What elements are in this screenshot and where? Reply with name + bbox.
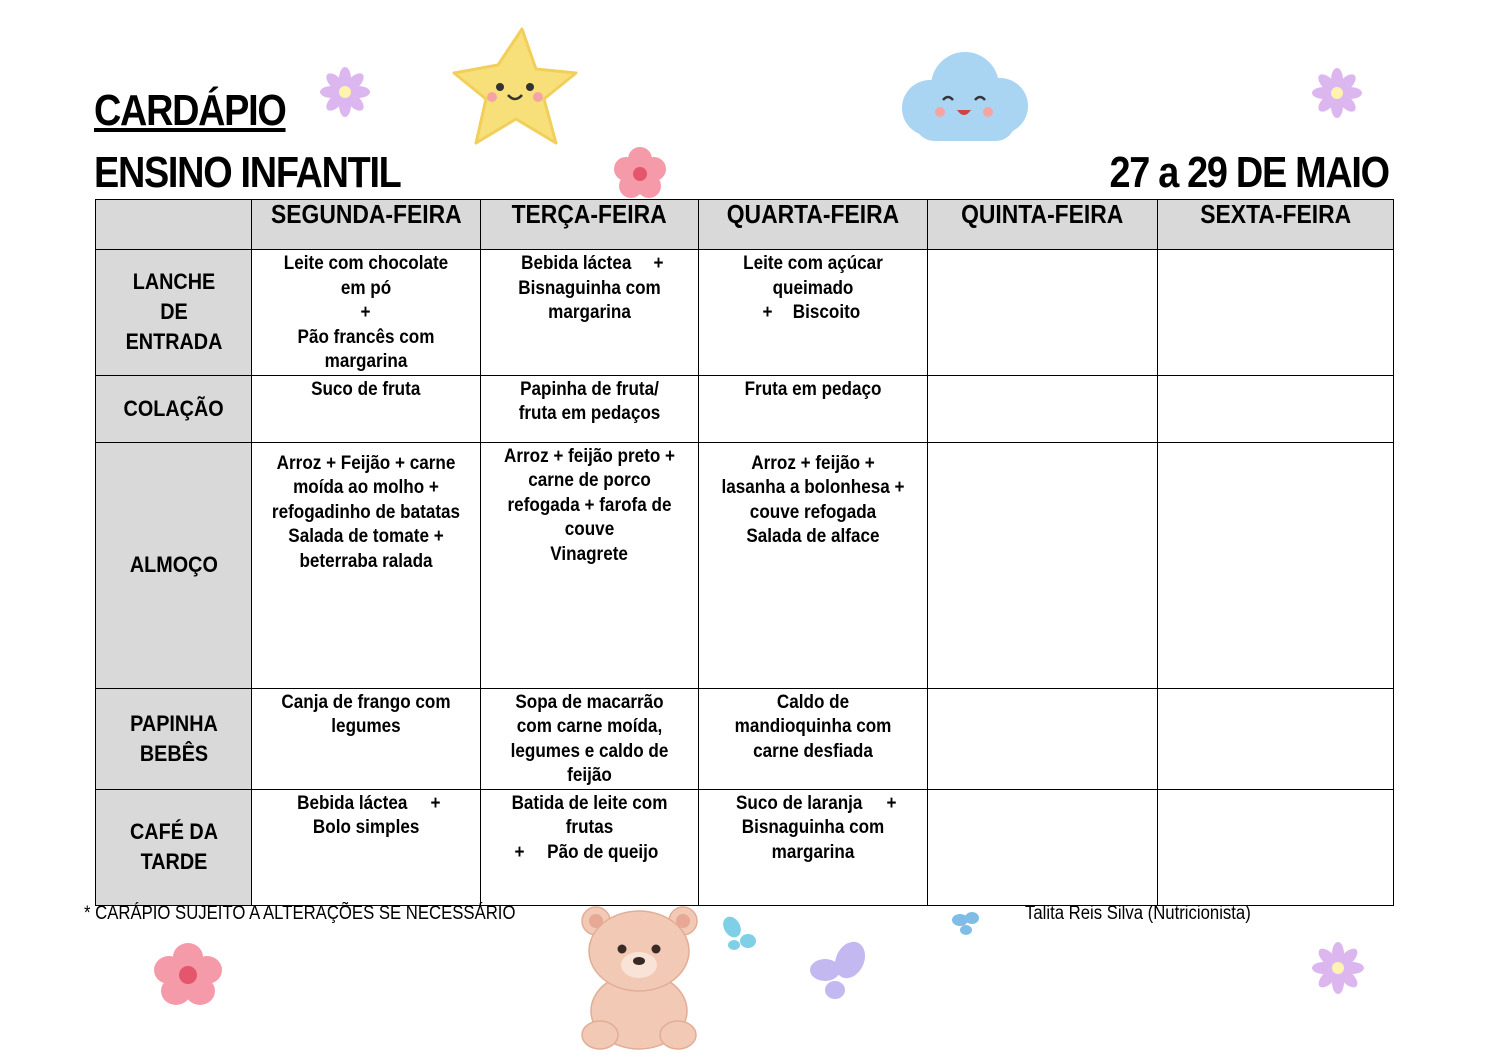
meal-name: LANCHE DE ENTRADA (125, 269, 222, 355)
day-header: QUARTA-FEIRA (699, 200, 928, 250)
menu-item-text: + (514, 841, 525, 863)
cloud-icon (895, 48, 1035, 153)
menu-cell (252, 688, 481, 789)
menu-item-text: Batida de leite com frutas (511, 792, 673, 838)
meal-label (96, 688, 252, 789)
menu-item-text: Suco de laranja (736, 792, 863, 814)
menu-cell (928, 250, 1158, 376)
menu-cell (481, 375, 699, 442)
menu-cell (699, 375, 928, 442)
menu-item-text: Bebida láctea (520, 253, 632, 274)
menu-item-text: Caldo de mandioquinha com carne desfiada (734, 691, 897, 762)
menu-cell (1158, 442, 1394, 688)
pink-flower-icon (608, 142, 672, 204)
menu-cell (252, 250, 481, 376)
menu-cell (481, 250, 699, 376)
meal-label (96, 375, 252, 442)
menu-cell (928, 442, 1158, 688)
menu-cell (1158, 375, 1394, 442)
menu-item-text: Bisnaguinha com margarina (741, 817, 890, 863)
menu-item-text: Arroz + Feijão + carne moída ao molho + refogadinho de batatas (271, 452, 461, 523)
butterfly-icon (720, 915, 760, 955)
date-range: 27 a 29 DE MAIO (1109, 148, 1389, 197)
meal-name: COLAÇÃO (123, 395, 224, 421)
pink-flower-icon (146, 940, 230, 1010)
menu-item-text: Salada de tomate + beterraba ralada (288, 526, 449, 572)
menu-item-text: Leite com chocolate em pó (283, 253, 453, 299)
lilac-flower-icon (1310, 940, 1366, 996)
meal-name: ALMOÇO (129, 552, 218, 577)
day-header: TERÇA-FEIRA (481, 200, 699, 250)
menu-item-text: Pão de queijo (547, 841, 659, 863)
meal-row (96, 688, 1394, 789)
menu-item-text: + (360, 302, 371, 323)
menu-item-text: + (886, 792, 897, 814)
meal-name: CAFÉ DA TARDE (129, 819, 218, 874)
menu-cell (699, 442, 928, 688)
menu-cell (1158, 250, 1394, 376)
menu-item-text: Arroz + feijão + lasanha a bolonhesa + couve refogada (721, 452, 910, 523)
corner-cell (96, 200, 252, 250)
menu-subtitle: ENSINO INFANTIL (94, 148, 401, 197)
menu-item-text: Vinagrete (550, 543, 629, 565)
menu-item-text: Bebida láctea (297, 792, 408, 814)
menu-item-text: Pão francês com margarina (297, 326, 440, 372)
menu-item-text: Salada de alface (746, 526, 880, 547)
menu-item-text: + (430, 792, 441, 814)
menu-item-text: Biscoito (792, 302, 861, 323)
menu-table (95, 199, 1394, 906)
menu-item-text: Papinha de fruta/ fruta em pedaços (518, 378, 664, 424)
menu-item-text: Canja de frango com legumes (281, 691, 456, 737)
meal-row (96, 442, 1394, 688)
meal-row (96, 250, 1394, 376)
menu-item-text: Bisnaguinha com margarina (518, 277, 666, 323)
menu-cell (252, 789, 481, 905)
day-header: QUINTA-FEIRA (928, 200, 1158, 250)
meal-label (96, 442, 252, 688)
menu-cell (928, 688, 1158, 789)
header-row (96, 200, 1394, 250)
menu-item-text: Suco de fruta (311, 378, 421, 400)
menu-item-text: Fruta em pedaço (744, 378, 882, 400)
butterfly-icon (950, 910, 982, 938)
menu-cell (699, 688, 928, 789)
butterfly-icon (805, 940, 875, 1005)
menu-item-text: Bolo simples (312, 817, 420, 838)
teddy-bear-icon (572, 903, 707, 1051)
menu-cell (1158, 789, 1394, 905)
nutritionist-signature: Talita Reis Silva (Nutricionista) (1025, 903, 1251, 924)
menu-cell (481, 789, 699, 905)
menu-cell (481, 688, 699, 789)
menu-cell (252, 375, 481, 442)
menu-item-text: Leite com açúcar queimado (743, 253, 888, 299)
menu-cell (481, 442, 699, 688)
menu-title: CARDÁPIO (94, 86, 286, 135)
menu-cell (699, 789, 928, 905)
menu-cell (252, 442, 481, 688)
lilac-flower-icon (1310, 66, 1364, 120)
meal-row (96, 375, 1394, 442)
star-icon (450, 25, 580, 150)
footnote: * CARÁPIO SUJEITO A ALTERAÇÕES SE NECESSÁRIO (84, 903, 516, 924)
menu-item-text: + (762, 302, 773, 323)
meal-label (96, 789, 252, 905)
meal-label (96, 250, 252, 376)
menu-cell (699, 250, 928, 376)
menu-cell (1158, 688, 1394, 789)
menu-cell (928, 375, 1158, 442)
menu-item-text: Sopa de macarrão com carne moída, legumes e caldo de feijão (510, 691, 674, 786)
day-header: SEXTA-FEIRA (1158, 200, 1394, 250)
menu-item-text: Arroz + feijão preto + carne de porco refogada + farofa de couve (503, 445, 680, 540)
meal-row (96, 789, 1394, 905)
menu-item-text: + (653, 253, 664, 274)
lilac-flower-icon (318, 65, 372, 119)
menu-cell (928, 789, 1158, 905)
day-header: SEGUNDA-FEIRA (252, 200, 481, 250)
meal-name: PAPINHA BEBÊS (129, 710, 218, 766)
